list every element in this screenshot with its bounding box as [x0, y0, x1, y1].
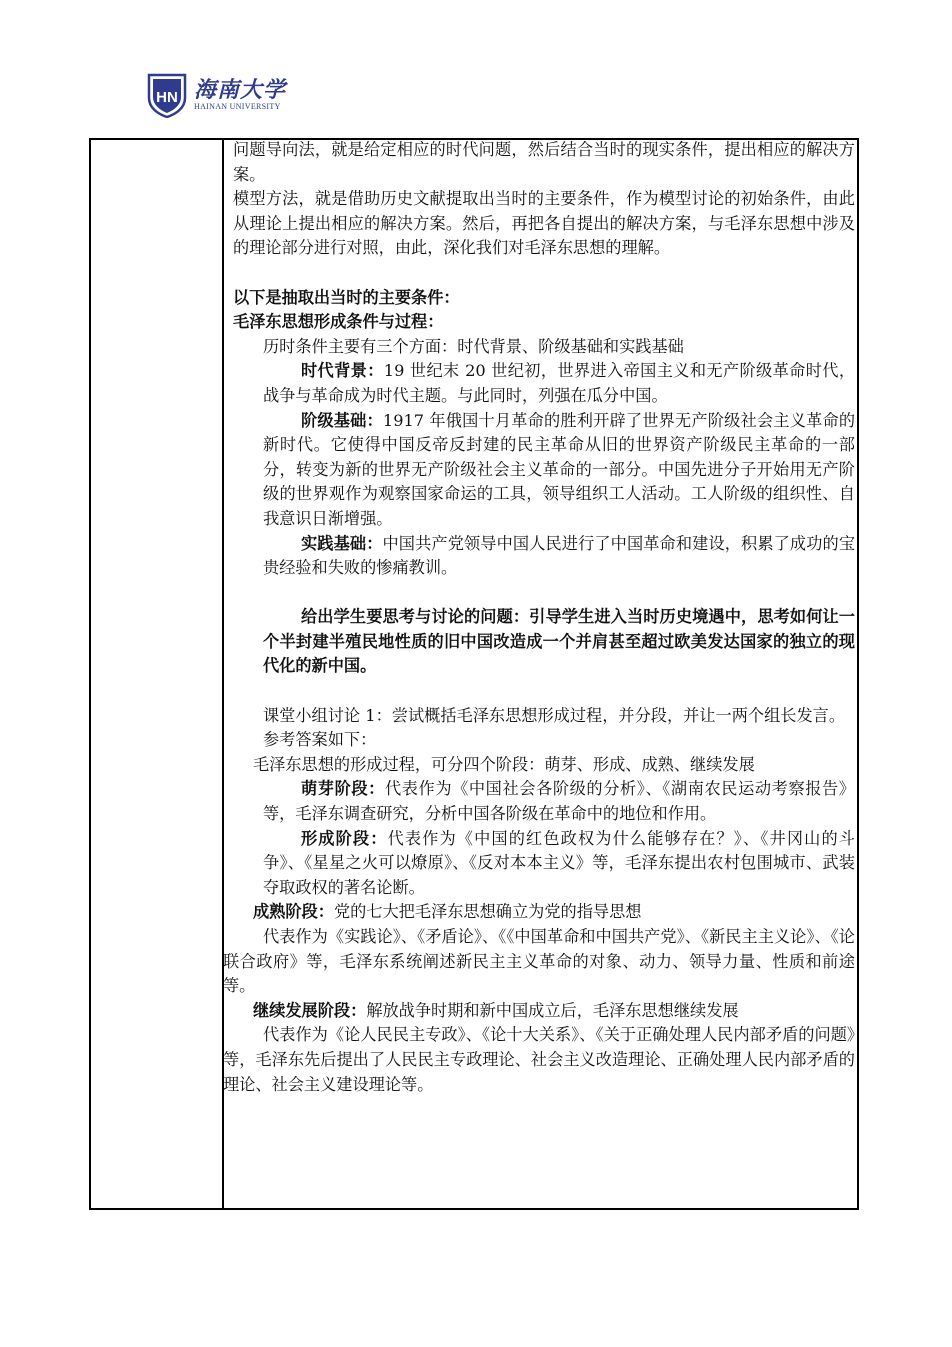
class-basis-paragraph: 阶级基础：1917 年俄国十月革命的胜利开辟了世界无产阶级社会主义革命的新时代。它使得中国反帝反封建的民主革命从旧的世界资产阶级民主革命的一部分，转变为新的世界无产阶级社会主义革命的一部分。中国先进分子开始用无产阶级的世界观作为观察国家命运的工具，领导组织工人活动。工人阶级的组织性、自我意识日渐增强。 — [263, 410, 856, 528]
seal-letters: HN — [156, 89, 178, 106]
discussion-question: 给出学生要思考与讨论的问题：引导学生进入当时历史境遇中，思考如何让一个半封建半殖民地性质的旧中国改造成一个并肩甚至超过欧美发达国家的独立的现代化的新中国。 — [263, 607, 855, 676]
continued-stage-paragraph: 继续发展阶段：解放战争时期和新中国成立后，毛泽东思想继续发展 — [253, 1000, 739, 1020]
formation-heading: 毛泽东思想形成条件与过程： — [233, 312, 444, 332]
problem-method-paragraph: 问题导向法，就是给定相应的时代问题，然后结合当时的现实条件，提出相应的解决方案。 — [233, 140, 855, 184]
formation-stage-paragraph: 形成阶段：代表作为《中国的红色政权为什么能够存在？》、《井冈山的斗争》、《星星之火可以燎原》、《反对本本主义》等，毛泽东提出农村包围城市、武装夺取政权的著名论断。 — [263, 828, 855, 897]
era-background-paragraph: 时代背景：19 世纪末 20 世纪初，世界进入帝国主义和无产阶级革命时代，战争与革命成为时代主题。与此同时，列强在瓜分中国。 — [263, 361, 856, 405]
stages-summary: 毛泽东思想的形成过程，可分四个阶段：萌芽、形成、成熟、继续发展 — [253, 754, 755, 774]
university-logo — [146, 72, 286, 118]
university-seal-icon — [146, 72, 188, 118]
continued-works-paragraph: 代表作为《论人民民主专政》、《论十大关系》、《关于正确处理人民内部矛盾的问题》等，毛泽东先后提出了人民民主专政理论、社会主义改造理论、正确处理人民内部矛盾的理论、社会主义建设理论等。 — [223, 1025, 855, 1094]
model-method-paragraph: 模型方法，就是借助历史文献提取出当时的主要条件，作为模型讨论的初始条件，由此从理论上提出相应的解决方案。然后，再把各自提出的解决方案，与毛泽东思想中涉及的理论部分进行对照，由此，深化我们对毛泽东思想的理解。 — [233, 189, 855, 258]
conditions-summary: 历时条件主要有三个方面：时代背景、阶级基础和实践基础 — [263, 336, 684, 356]
group-discussion: 课堂小组讨论 1：尝试概括毛泽东思想形成过程，并分段，并让一两个组长发言。 — [263, 705, 846, 725]
logo-name-en: HAINAN UNIVERSITY — [194, 102, 281, 111]
mature-works-paragraph: 代表作为《实践论》、《矛盾论》、《《中国革命和中国共产党》、《新民主主义论》、《论联合政府》等，毛泽东系统阐述新民主主义革命的对象、动力、领导力量、性质和前途等。 — [223, 927, 855, 996]
logo-name-cn: 海南大学 — [194, 77, 287, 103]
table-content-cell — [223, 138, 856, 1097]
practice-basis-paragraph: 实践基础：中国共产党领导中国人民进行了中国革命和建设，积累了成功的宝贵经验和失败的惨痛教训。 — [263, 533, 856, 578]
reference-answer-label: 参考答案如下： — [263, 730, 377, 750]
bud-stage-paragraph: 萌芽阶段：代表作为《中国社会各阶级的分析》、《湖南农民运动考察报告》等，毛泽东调查研究，分析中国各阶级在革命中的地位和作用。 — [263, 779, 855, 824]
mature-stage-paragraph: 成熟阶段：党的七大把毛泽东思想确立为党的指导思想 — [253, 902, 642, 922]
conditions-heading: 以下是抽取出当时的主要条件： — [233, 287, 460, 307]
